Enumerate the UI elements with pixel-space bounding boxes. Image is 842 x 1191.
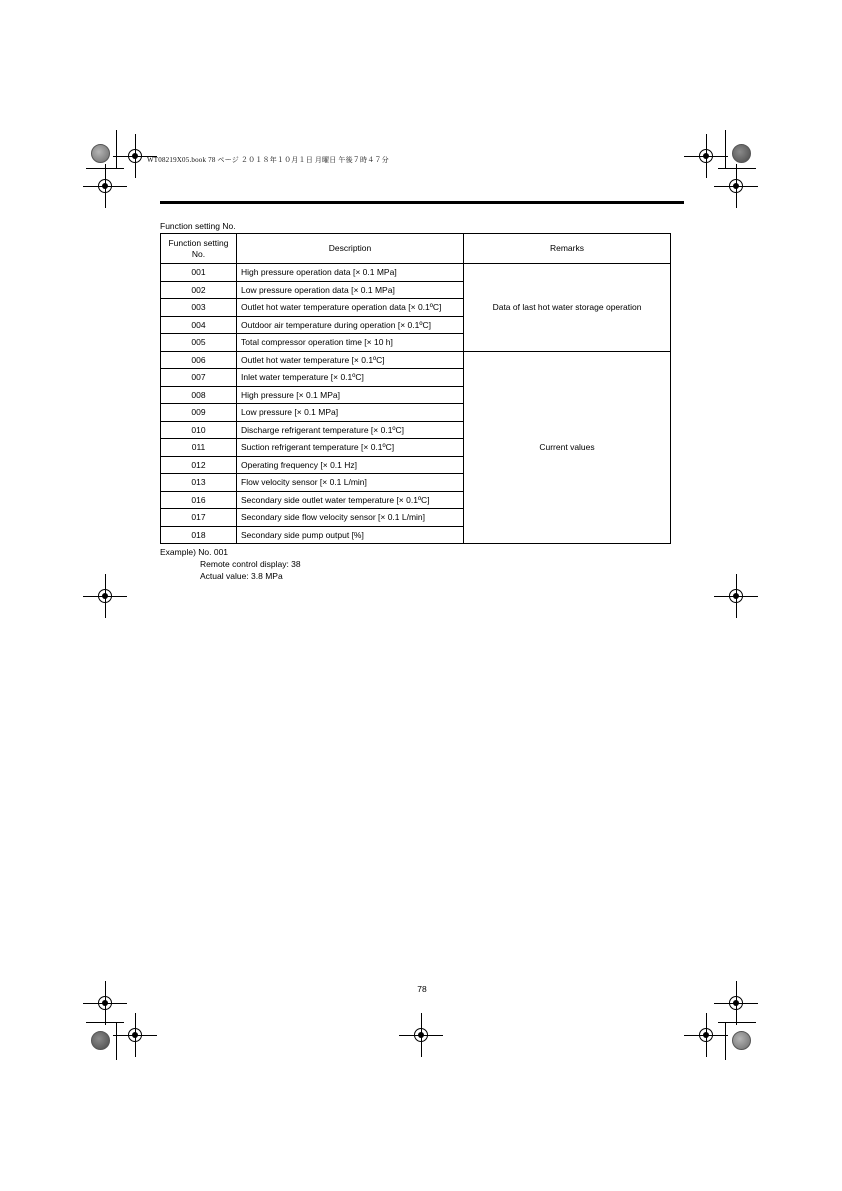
trim-line (725, 130, 726, 168)
description-cell: Outlet hot water temperature [× 0.1ºC] (237, 351, 464, 369)
registration-mark-icon (409, 1023, 433, 1047)
header-rule (160, 201, 684, 204)
setting-no-cell: 012 (161, 456, 237, 474)
header-remarks: Remarks (464, 234, 671, 264)
description-cell: Suction refrigerant temperature [× 0.1ºC] (237, 439, 464, 457)
setting-no-cell: 016 (161, 491, 237, 509)
remarks-cell: Data of last hot water storage operation (464, 264, 671, 352)
description-cell: Secondary side flow velocity sensor [× 0.1 L/min] (237, 509, 464, 527)
setting-no-cell: 013 (161, 474, 237, 492)
example-block (160, 546, 301, 582)
table-caption: Function setting No. (160, 221, 236, 231)
remarks-cell: Current values (464, 351, 671, 544)
registration-mark-icon (724, 991, 748, 1015)
description-cell: Secondary side pump output [%] (237, 526, 464, 544)
table-header-row (161, 234, 671, 264)
setting-no-cell: 005 (161, 334, 237, 352)
trim-line (718, 168, 756, 169)
header-description: Description (237, 234, 464, 264)
setting-no-cell: 002 (161, 281, 237, 299)
trim-line (86, 1022, 124, 1023)
color-target-icon (91, 1031, 110, 1050)
description-cell: Outlet hot water temperature operation data [× 0.1ºC] (237, 299, 464, 317)
description-cell: High pressure [× 0.1 MPa] (237, 386, 464, 404)
color-target-icon (732, 144, 751, 163)
trim-line (86, 168, 124, 169)
page-number: 78 (417, 984, 427, 994)
setting-no-cell: 008 (161, 386, 237, 404)
description-cell: Low pressure operation data [× 0.1 MPa] (237, 281, 464, 299)
setting-no-cell: 017 (161, 509, 237, 527)
registration-mark-icon (694, 1023, 718, 1047)
setting-no-cell: 001 (161, 264, 237, 282)
setting-no-cell: 018 (161, 526, 237, 544)
table-row (161, 264, 671, 282)
description-cell: High pressure operation data [× 0.1 MPa] (237, 264, 464, 282)
description-cell: Outdoor air temperature during operation [× 0.1ºC] (237, 316, 464, 334)
registration-mark-icon (724, 584, 748, 608)
example-actual-value: Actual value: 3.8 MPa (200, 571, 283, 581)
setting-no-cell: 010 (161, 421, 237, 439)
registration-mark-icon (724, 174, 748, 198)
trim-line (725, 1022, 726, 1060)
registration-mark-icon (694, 144, 718, 168)
header-function-setting-no: Function setting No. (161, 234, 237, 264)
setting-no-cell: 003 (161, 299, 237, 317)
description-cell: Inlet water temperature [× 0.1ºC] (237, 369, 464, 387)
registration-mark-icon (123, 144, 147, 168)
registration-mark-icon (93, 174, 117, 198)
color-target-icon (732, 1031, 751, 1050)
registration-mark-icon (123, 1023, 147, 1047)
setting-no-cell: 007 (161, 369, 237, 387)
example-remote-display: Remote control display: 38 (200, 559, 301, 569)
trim-line (116, 1022, 117, 1060)
description-cell: Flow velocity sensor [× 0.1 L/min] (237, 474, 464, 492)
table-row (161, 351, 671, 369)
color-target-icon (91, 144, 110, 163)
description-cell: Operating frequency [× 0.1 Hz] (237, 456, 464, 474)
example-title: Example) No. 001 (160, 547, 229, 557)
setting-no-cell: 011 (161, 439, 237, 457)
registration-mark-icon (93, 991, 117, 1015)
trim-line (718, 1022, 756, 1023)
trim-line (116, 130, 117, 168)
description-cell: Discharge refrigerant temperature [× 0.1ºC] (237, 421, 464, 439)
description-cell: Secondary side outlet water temperature [× 0.1ºC] (237, 491, 464, 509)
setting-no-cell: 006 (161, 351, 237, 369)
registration-mark-icon (93, 584, 117, 608)
function-setting-table (160, 233, 671, 544)
description-cell: Low pressure [× 0.1 MPa] (237, 404, 464, 422)
print-header: WT08219X05.book 78 ページ ２０１８年１０月１日 月曜日 午後７時４７分 (147, 156, 389, 164)
setting-no-cell: 004 (161, 316, 237, 334)
setting-no-cell: 009 (161, 404, 237, 422)
description-cell: Total compressor operation time [× 10 h] (237, 334, 464, 352)
